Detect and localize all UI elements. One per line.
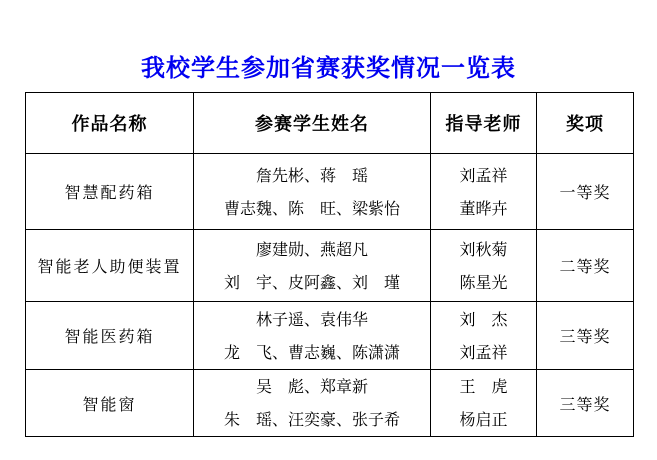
award-cell: 一等奖: [537, 154, 634, 230]
work-name-cell: 智能医药箱: [26, 302, 194, 370]
students-line-2: 朱 瑶、汪奕豪、张子希: [223, 410, 400, 429]
table-row: [26, 370, 634, 437]
teacher-line-1: 王 虎: [459, 377, 508, 396]
header-award: 奖项: [537, 93, 634, 154]
header-row: [26, 93, 634, 154]
students-line-2: 龙 飞、曹志巍、陈潇潇: [223, 342, 400, 362]
students-line-2: 刘 宇、皮阿鑫、刘 瑾: [223, 272, 400, 292]
awards-table: [25, 92, 634, 437]
teacher-line-2: 杨启正: [459, 410, 508, 429]
table-row: [26, 230, 634, 302]
teacher-line-1: 刘孟祥: [459, 165, 508, 185]
teachers-cell: [431, 154, 537, 230]
teacher-line-2: 董晔卉: [459, 198, 508, 218]
students-line-1: 詹先彬、蒋 瑶: [255, 165, 368, 185]
teacher-line-1: 刘 杰: [459, 309, 508, 329]
work-name-cell: 智能窗: [26, 370, 194, 437]
header-work-name: 作品名称: [26, 93, 194, 154]
teachers-cell: [431, 230, 537, 302]
table-row: [26, 302, 634, 370]
teachers-cell: [431, 370, 537, 437]
header-student-names: 参赛学生姓名: [194, 93, 431, 154]
award-cell: 三等奖: [537, 370, 634, 437]
work-name-cell: 智慧配药箱: [26, 154, 194, 230]
students-line-1: 林子遥、袁伟华: [255, 309, 368, 329]
table-row: [26, 154, 634, 230]
teacher-line-1: 刘秋菊: [459, 239, 508, 259]
students-line-1: 廖建勋、燕超凡: [255, 239, 368, 259]
award-cell: 二等奖: [537, 230, 634, 302]
students-cell: [194, 302, 431, 370]
students-line-2: 曹志魏、陈 旺、梁紫怡: [223, 198, 400, 218]
work-name-cell: 智能老人助便装置: [26, 230, 194, 302]
teachers-cell: [431, 302, 537, 370]
award-cell: 三等奖: [537, 302, 634, 370]
students-cell: [194, 154, 431, 230]
students-cell: [194, 230, 431, 302]
students-line-1: 吴 彪、郑章新: [255, 377, 368, 396]
header-teachers: 指导老师: [431, 93, 537, 154]
page-title: 我校学生参加省赛获奖情况一览表: [141, 53, 516, 82]
students-cell: [194, 370, 431, 437]
teacher-line-2: 刘孟祥: [459, 342, 508, 362]
teacher-line-2: 陈星光: [459, 272, 508, 292]
